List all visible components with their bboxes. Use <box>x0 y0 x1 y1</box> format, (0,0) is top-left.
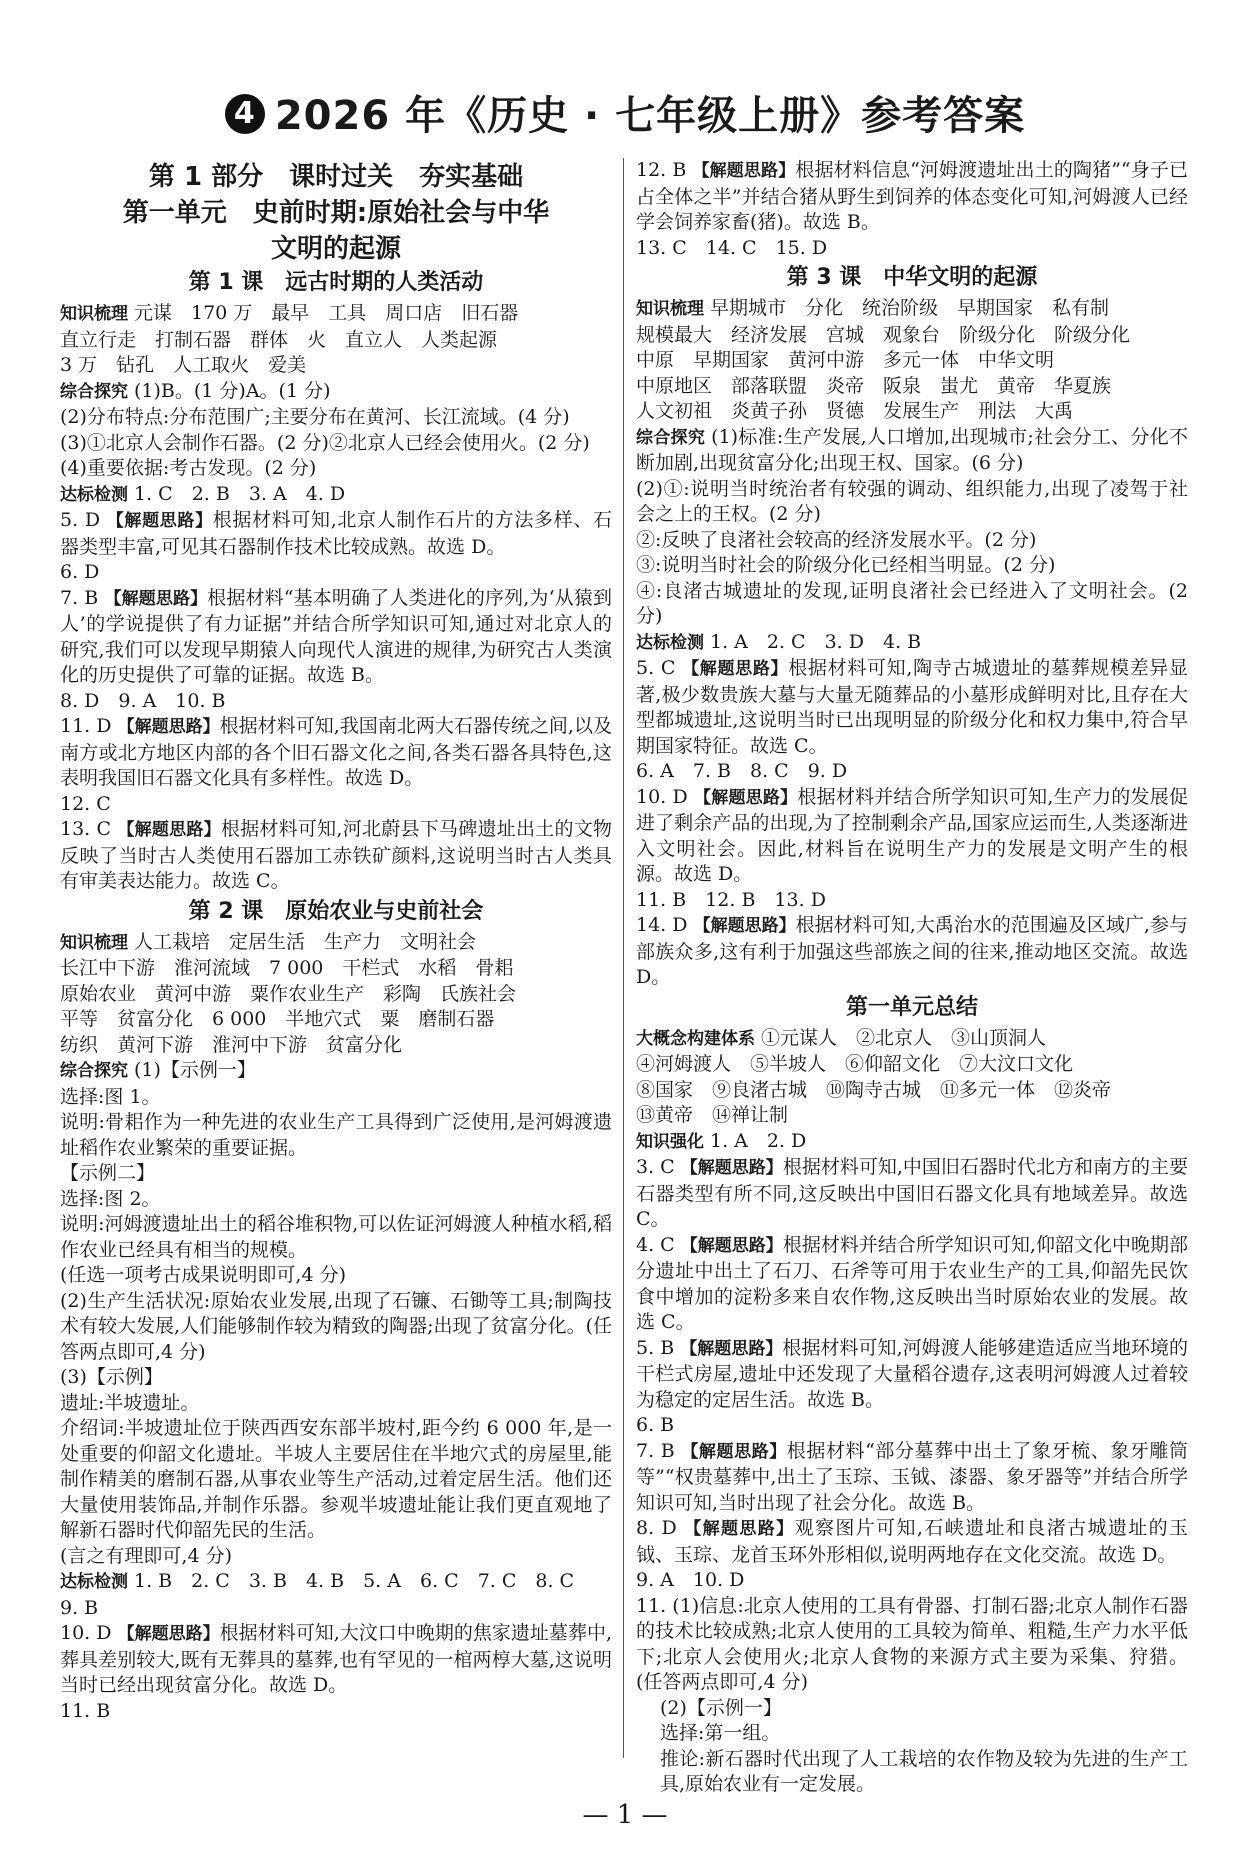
answer-line: 平等 贫富分化 6 000 半地穴式 粟 磨制石器 <box>60 1008 495 1030</box>
answer-line: (言之有理即可,4 分) <box>60 1544 232 1567</box>
answer-line: 8. D 9. A 10. B <box>60 689 226 712</box>
answer-line: 选择:第一组。 <box>660 1722 781 1744</box>
answer-line: (4)重要依据:考古发现。(2 分) <box>60 457 317 479</box>
comprehensive-inquiry <box>60 379 612 406</box>
standard-test <box>636 630 1188 657</box>
answer-text: 根据材料可知,大汶口中晚期的焦家遗址墓葬中,葬具差别较大,既有无葬具的墓葬,也有罕见的一棺两椁大墓,这说明当时已经出现贫富分化。故选 D。 <box>60 1622 612 1696</box>
unit-title-line-2: 文明的起源 <box>270 234 401 264</box>
answer-number: 5. B <box>636 1336 675 1359</box>
answer-line: 直立行走 打制石器 群体 火 直立人 人类起源 <box>60 328 498 351</box>
answer-text: 根据材料可知,河北蔚县下马碑遗址出土的文物反映了当时古人类使用石器加工赤铁矿颜料,这说明当时古人类具有审美表达能力。故选 C。 <box>60 818 613 892</box>
answer-text: 根据材料可知,北京人制作石片的方法多样、石器类型丰富,可见其石器制作技术比较成熟。故选 D。 <box>60 509 612 558</box>
answer-text: (1)【示例一】 <box>134 1059 256 1081</box>
answer-line: 11. B 12. B 13. D <box>636 888 826 911</box>
answer-number: 7. B <box>636 1439 675 1462</box>
answer-item <box>60 508 612 560</box>
section-number-badge: 4 <box>225 94 265 134</box>
answer-line: 选择:图 2。 <box>60 1187 161 1210</box>
answer-text: (1)B。(1 分)A。(1 分) <box>134 379 331 402</box>
answer-line: ③:说明当时社会的阶级分化已经相当明显。(2 分) <box>636 554 1056 576</box>
answer-line: (任选一项考古成果说明即可,4 分) <box>60 1264 346 1286</box>
answer-text: (1)标准:生产发展,人口增加,出现城市;社会分工、分化不断加剧,出现贫富分化;出现王权、国家。(6 分) <box>636 425 1188 474</box>
section-tag: 达标检测 <box>636 632 704 653</box>
page-number: — 1 — <box>582 1800 668 1830</box>
answer-number: 13. C <box>60 818 112 840</box>
answer-item <box>60 714 612 792</box>
right-column <box>636 158 1188 1798</box>
lesson-2-title: 第 2 课 原始农业与史前社会 <box>188 898 484 924</box>
hint-label: 【解题思路】 <box>680 1158 783 1178</box>
hint-label: 【解题思路】 <box>693 916 796 936</box>
answer-line: ②:反映了良渚社会较高的经济发展水平。(2 分) <box>636 528 1037 551</box>
answer-line: 中原地区 部落联盟 炎帝 阪泉 蚩尤 黄帝 华夏族 <box>636 374 1112 397</box>
lesson-1-title: 第 1 课 远古时期的人类活动 <box>188 270 484 295</box>
hint-label: 【解题思路】 <box>117 717 220 737</box>
answer-line: 说明:河姆渡遗址出土的稻谷堆积物,可以佐证河姆渡人种植水稻,稻作农业已经具有相当的规模。 <box>60 1213 612 1261</box>
answer-number: 5. D <box>60 509 101 531</box>
hint-label: 【解题思路】 <box>680 1235 783 1256</box>
big-concept-system <box>636 1026 1188 1053</box>
hint-label: 【解题思路】 <box>117 1624 220 1644</box>
answer-item <box>636 656 1188 759</box>
comprehensive-inquiry <box>636 425 1188 477</box>
answer-number: 11. D <box>60 715 112 737</box>
section-tag: 综合探究 <box>60 381 128 402</box>
answer-text: 根据材料可知,河姆渡人能够建造适应当地环境的干栏式房屋,遗址中还发现了大量稻谷遗存,这表明河姆渡人过着较为稳定的定居生活。故选 B。 <box>636 1336 1189 1411</box>
answer-line: ④河姆渡人 ⑤半坡人 ⑥仰韶文化 ⑦大汶口文化 <box>636 1053 1074 1075</box>
lesson-3-title: 第 3 课 中华文明的起源 <box>786 265 1038 290</box>
answer-number: 14. D <box>636 914 688 936</box>
answer-line: 规模最大 经济发展 宫城 观象台 阶级分化 阶级分化 <box>636 323 1131 346</box>
answer-text: 根据材料可知,我国南北两大石器传统之间,以及南方或北方地区内部的各个旧石器文化之间,各类石器各具特色,这表明我国旧石器文化具有多样性。故选 D。 <box>60 715 612 789</box>
answer-line: 说明:骨耜作为一种先进的农业生产工具得到广泛使用,是河姆渡遗址稻作农业繁荣的重要证据。 <box>60 1111 612 1159</box>
answer-text: 根据材料信息“河姆渡遗址出土的陶猪”“身子已占全体之半”并结合猪从野生到饲养的体态变化可知,河姆渡人已经学会饲养家畜(猪)。故选 B。 <box>636 159 1189 233</box>
answer-item <box>636 1336 1188 1414</box>
knowledge-summary <box>60 301 612 328</box>
answer-line: 【示例二】 <box>60 1162 156 1184</box>
answer-line: 12. C <box>60 792 111 815</box>
answer-text: ①元谋人 ②北京人 ③山顶洞人 <box>761 1026 1047 1049</box>
answer-line: 人文初祖 炎黄子孙 贤德 发展生产 刑法 大禹 <box>636 400 1074 422</box>
section-tag: 知识梳理 <box>60 932 128 953</box>
answer-text: 根据材料并结合所学知识可知,仰韶文化中晚期部分遗址中出土了石刀、石斧等可用于农业生产的工具,仰韶先民饮食中增加的淀粉多来自农作物,这反映出当时原始农业的发展。故选 C。 <box>636 1233 1188 1333</box>
answer-line: 长江中下游 淮河流域 7 000 干栏式 水稻 骨耜 <box>60 957 514 979</box>
answer-text: 根据材料并结合所学知识可知,生产力的发展促进了剩余产品的出现,为了控制剩余产品,国家应运而生,人类逐渐进入文明社会。因此,材料旨在说明生产力的发展是文明产生的根源。故选 D。 <box>636 785 1188 885</box>
answer-line: (3)①北京人会制作石器。(2 分)②北京人已经会使用火。(2 分) <box>60 431 590 454</box>
hint-label: 【解题思路】 <box>684 1519 795 1539</box>
answer-item <box>636 785 1188 888</box>
answer-line: (2)生产生活状况:原始农业发展,出现了石镰、石锄等工具;制陶技术有较大发展,人们能够制作较为精致的陶器;出现了贫富分化。(任答两点即可,4 分) <box>60 1289 612 1363</box>
answer-text: 根据材料可知,大禹治水的范围遍及区域广,参与部族众多,这有利于加强这些部族之间的往来,推动地区交流。故选 D。 <box>636 914 1188 988</box>
knowledge-reinforce <box>636 1129 1188 1156</box>
answer-text: 1. A 2. C 3. D 4. B <box>710 630 922 653</box>
page-title-text: 2026 年《历史 · 七年级上册》参考答案 <box>274 93 1026 139</box>
answer-text: 根据材料“部分墓葬中出土了象牙梳、象牙雕筒等”“权贵墓葬中,出土了玉琮、玉钺、漆器、象牙器等”并结合所学知识可知,当时出现了社会分化。故选 B。 <box>636 1439 1189 1514</box>
answer-line: (2)【示例一】 <box>660 1696 782 1719</box>
answer-text: 根据材料可知,陶寺古城遗址的墓葬规模差异显著,极少数贵族大墓与大量无随葬品的小墓形成鲜明对比,且存在大型都城遗址,这说明当时已出现明显的阶级分化和权力集中,符合早期国家特征。故选 C。 <box>636 657 1188 757</box>
answer-item <box>636 158 1188 236</box>
hint-label: 【解题思路】 <box>681 1441 787 1462</box>
answer-text: 1. A 2. D <box>710 1129 807 1152</box>
answer-line: 11. (1)信息:北京人使用的工具有骨器、打制石器;北京人制作石器的技术比较成熟;北京人使用的工具较为简单、粗糙,生产力水平低下;北京人会使用火;北京人食物的来源方式主要为采集、狩猎。(任答两点即可,4 分) <box>636 1594 1188 1693</box>
hint-label: 【解题思路】 <box>692 161 796 181</box>
unit-summary-title: 第一单元总结 <box>845 994 978 1020</box>
answer-item <box>60 817 612 895</box>
section-tag: 综合探究 <box>636 427 706 448</box>
column-divider <box>623 158 624 1758</box>
answer-line: ④:良渚古城遗址的发现,证明良渚社会已经进入了文明社会。(2 分) <box>636 579 1188 627</box>
hint-label: 【解题思路】 <box>104 588 208 609</box>
hint-label: 【解题思路】 <box>680 1338 783 1359</box>
knowledge-summary <box>636 296 1188 323</box>
answer-number: 12. B <box>636 159 687 181</box>
answer-line: 9. A 10. D <box>636 1569 745 1591</box>
answer-text: 根据材料“基本明确了人类进化的序列,为‘从猿到人’的学说提供了有力证据”并结合所学知识可知,通过对北京人的研究,我们可以发现早期猿人向现代人演进的规律,为研究古人类演化的历史提供了可靠的证据。故选 B。 <box>60 586 613 686</box>
answer-item <box>636 913 1188 991</box>
answer-line: 9. B <box>60 1596 99 1619</box>
section-tag: 大概念构建体系 <box>636 1028 755 1049</box>
answer-line: 遗址:半坡遗址。 <box>60 1391 200 1414</box>
answer-line: 6. A 7. B 8. C 9. D <box>636 760 848 782</box>
standard-test <box>60 482 612 509</box>
answer-text: 早期城市 分化 统治阶级 早期国家 私有制 <box>710 297 1110 319</box>
hint-label: 【解题思路】 <box>694 787 798 808</box>
unit-title-line-1: 第一单元 史前时期:原始社会与中华 <box>122 198 550 228</box>
hint-label: 【解题思路】 <box>106 511 213 531</box>
answer-line: (2)①:说明当时统治者有较强的调动、组织能力,出现了凌驾于社会之上的王权。(2 分) <box>636 477 1188 525</box>
answer-item <box>60 586 612 689</box>
answer-line: 6. B <box>636 1414 675 1436</box>
answer-line: 原始农业 黄河中游 粟作农业生产 彩陶 氏族社会 <box>60 982 517 1005</box>
section-tag: 知识梳理 <box>60 304 128 324</box>
answer-line: 介绍词:半坡遗址位于陕西西安东部半坡村,距今约 6 000 年,是一处重要的仰韶文化遗址。半坡人主要居住在半地穴式的房屋里,能制作精美的磨制石器,从事农业等生产活动,过着定居生活。他们还大量使用装饰品,并制作乐器。参观半坡遗址能让我们更直观地了解新石器时代仰韶先民的生活。 <box>60 1417 612 1541</box>
section-tag: 综合探究 <box>60 1061 128 1081</box>
answer-text: 元谋 170 万 最早 工具 周口店 旧石器 <box>134 302 519 324</box>
answer-number: 5. C <box>636 657 676 679</box>
hint-label: 【解题思路】 <box>682 659 789 679</box>
knowledge-summary <box>60 930 612 957</box>
part-title: 第 1 部分 课时过关 夯实基础 <box>148 162 524 192</box>
answer-number: 10. D <box>636 785 688 808</box>
answer-line: ⑬黄帝 ⑭禅让制 <box>636 1104 789 1126</box>
left-column <box>60 158 612 1724</box>
section-tag: 达标检测 <box>60 1572 128 1592</box>
answer-line: 6. D <box>60 561 100 583</box>
answer-number: 4. C <box>636 1233 675 1256</box>
answer-line: (3)【示例】 <box>60 1366 163 1388</box>
answer-line: ⑧国家 ⑨良渚古城 ⑩陶寺古城 ⑪多元一体 ⑫炎帝 <box>636 1078 1112 1101</box>
answer-text: 观察图片可知,石峡遗址和良渚古城遗址的玉钺、玉琮、龙首玉环外形相似,说明两地存在文化交流。故选 D。 <box>636 1517 1189 1566</box>
answer-line: 中原 早期国家 黄河中游 多元一体 中华文明 <box>636 349 1055 371</box>
answer-line: 11. B <box>60 1699 111 1722</box>
answer-item <box>636 1155 1188 1233</box>
answer-text: 1. C 2. B 3. A 4. D <box>134 482 346 505</box>
answer-text: 根据材料可知,中国旧石器时代北方和南方的主要石器类型有所不同,这反映出中国旧石器文化具有地域差异。故选 C。 <box>636 1156 1188 1230</box>
section-tag: 知识强化 <box>636 1131 704 1152</box>
answer-text: 人工栽培 定居生活 生产力 文明社会 <box>134 930 477 953</box>
answer-line: 纺织 黄河下游 淮河中下游 贫富分化 <box>60 1033 403 1056</box>
answer-line: 13. C 14. C 15. D <box>636 236 828 259</box>
answer-line: 推论:新石器时代出现了人工栽培的农作物及较为先进的生产工具,原始农业有一定发展。 <box>660 1747 1188 1795</box>
section-tag: 知识梳理 <box>636 299 704 319</box>
answer-item <box>636 1516 1188 1568</box>
answer-line: 选择:图 1。 <box>60 1085 161 1108</box>
answer-number: 10. D <box>60 1622 112 1644</box>
page-title <box>0 84 1250 141</box>
answer-line: 3 万 钻孔 人工取火 爱美 <box>60 354 307 376</box>
answer-line: (2)分布特点:分布范围广;主要分布在黄河、长江流域。(4 分) <box>60 406 570 428</box>
answer-number: 8. D <box>636 1517 677 1539</box>
answer-item <box>636 1439 1188 1517</box>
answer-item <box>60 1621 612 1699</box>
comprehensive-inquiry <box>60 1058 612 1085</box>
answer-number: 3. C <box>636 1156 675 1178</box>
hint-label: 【解题思路】 <box>117 820 221 840</box>
standard-test <box>60 1569 612 1596</box>
answer-item <box>636 1233 1188 1336</box>
answer-text: 1. B 2. C 3. B 4. B 5. A 6. C 7. C 8. C <box>134 1570 575 1592</box>
answer-number: 7. B <box>60 586 99 609</box>
section-tag: 达标检测 <box>60 484 128 505</box>
